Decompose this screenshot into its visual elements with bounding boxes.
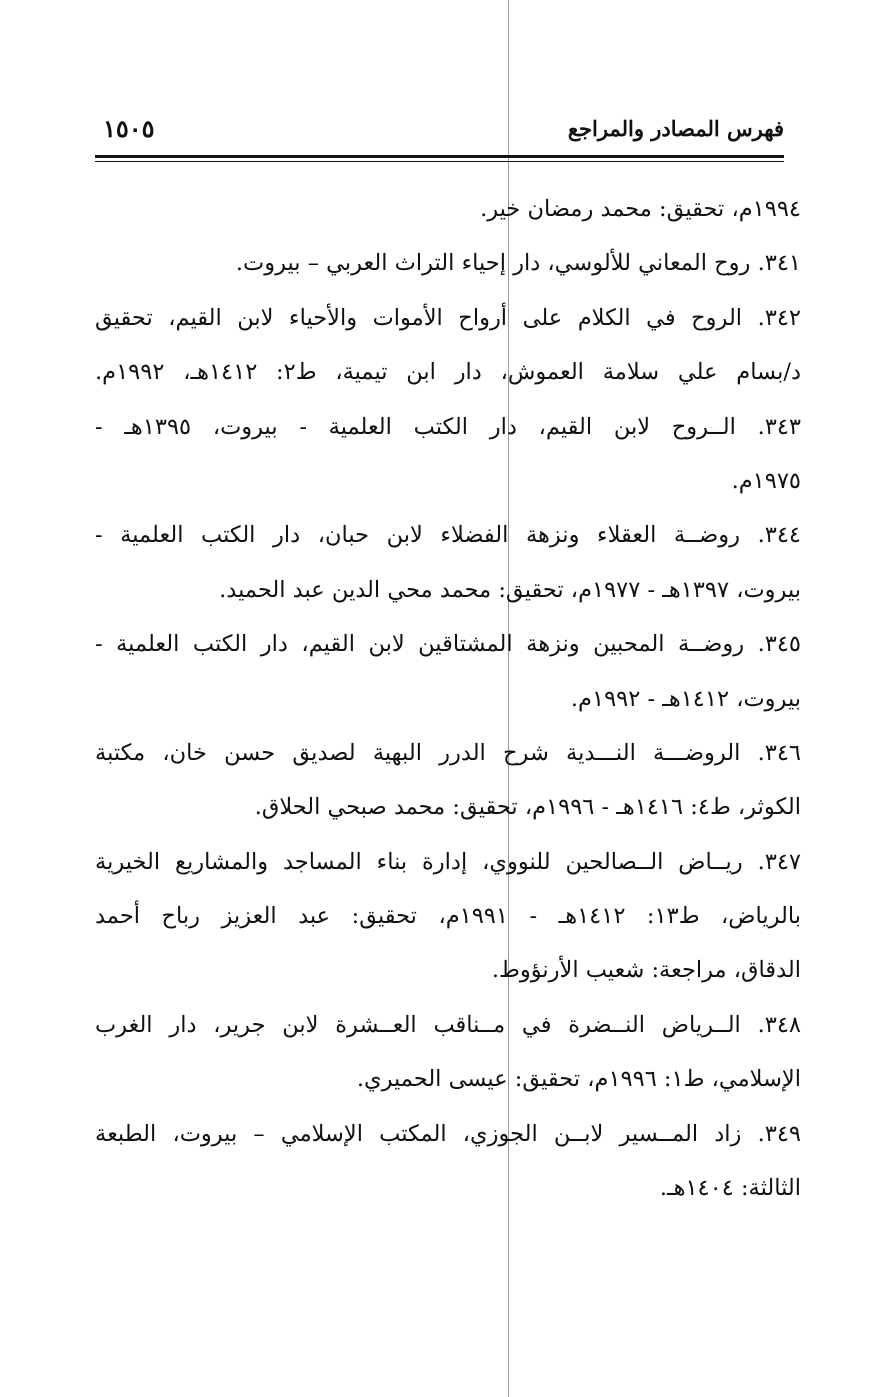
text-line: ٣٤٩. زاد المــسير لابــن الجوزي، المكتب الإسلامي – بيروت، الطبعة [95, 1120, 801, 1147]
header-rule-thin [95, 161, 784, 162]
text-line: بالرياض، ط١٣: ١٤١٢هـ - ١٩٩١م، تحقيق: عبد العزيز رباح أحمد [95, 903, 801, 930]
text-line: ٣٤٤. روضــة العقلاء ونزهة الفضلاء لابن حبان، دار الكتب العلمية - [95, 522, 801, 549]
page-header [95, 112, 784, 152]
text-line: ٣٤٧. ريــاض الــصالحين للنووي، إدارة بناء المساجد والمشاريع الخيرية [95, 848, 801, 875]
text-line: الثالثة: ١٤٠٤هـ. [659, 1175, 801, 1202]
text-line: ٣٤٢. الروح في الكلام على أرواح الأموات والأحياء لابن القيم، تحقيق [95, 304, 801, 331]
text-line: ٣٤٣. الــروح لابن القيم، دار الكتب العلمية - بيروت، ١٣٩٥هـ - [95, 413, 801, 440]
references-body [95, 182, 801, 1215]
text-line: ٣٤٥. روضــة المحبين ونزهة المشتاقين لابن القيم، دار الكتب العلمية - [95, 631, 801, 658]
text-line: بيروت، ١٤١٢هـ - ١٩٩٢م. [570, 685, 801, 712]
text-line: بيروت، ١٣٩٧هـ - ١٩٧٧م، تحقيق: محمد محي الدين عبد الحميد. [219, 576, 801, 603]
text-line: ٣٤٨. الــرياض النــضرة في مــناقب العــشرة لابن جرير، دار الغرب [95, 1011, 801, 1038]
text-line: ٣٤١. روح المعاني للألوسي، دار إحياء التراث العربي – بيروت. [235, 250, 801, 277]
text-line: الدقاق، مراجعة: شعيب الأرنؤوط. [491, 957, 801, 984]
text-line: الإسلامي، ط١: ١٩٩٦م، تحقيق: عيسى الحميري. [356, 1066, 801, 1093]
text-line: ١٩٩٤م، تحقيق: محمد رمضان خير. [480, 196, 801, 222]
page-number: ١٥٠٥ [103, 114, 155, 143]
text-line: ١٩٧٥م. [731, 467, 801, 494]
running-title: فهرس المصادر والمراجع [567, 116, 784, 141]
text-line: ٣٤٦. الروضـــة النـــدية شرح الدرر البهية لصديق حسن خان، مكتبة [95, 739, 801, 766]
text-line: الكوثر، ط٤: ١٤١٦هـ - ١٩٩٦م، تحقيق: محمد صبحي الحلاق. [254, 794, 801, 821]
header-rule-thick [95, 155, 784, 158]
text-line: د/بسام علي سلامة العموش، دار ابن تيمية، ط٢: ١٤١٢هـ، ١٩٩٢م. [95, 359, 801, 386]
